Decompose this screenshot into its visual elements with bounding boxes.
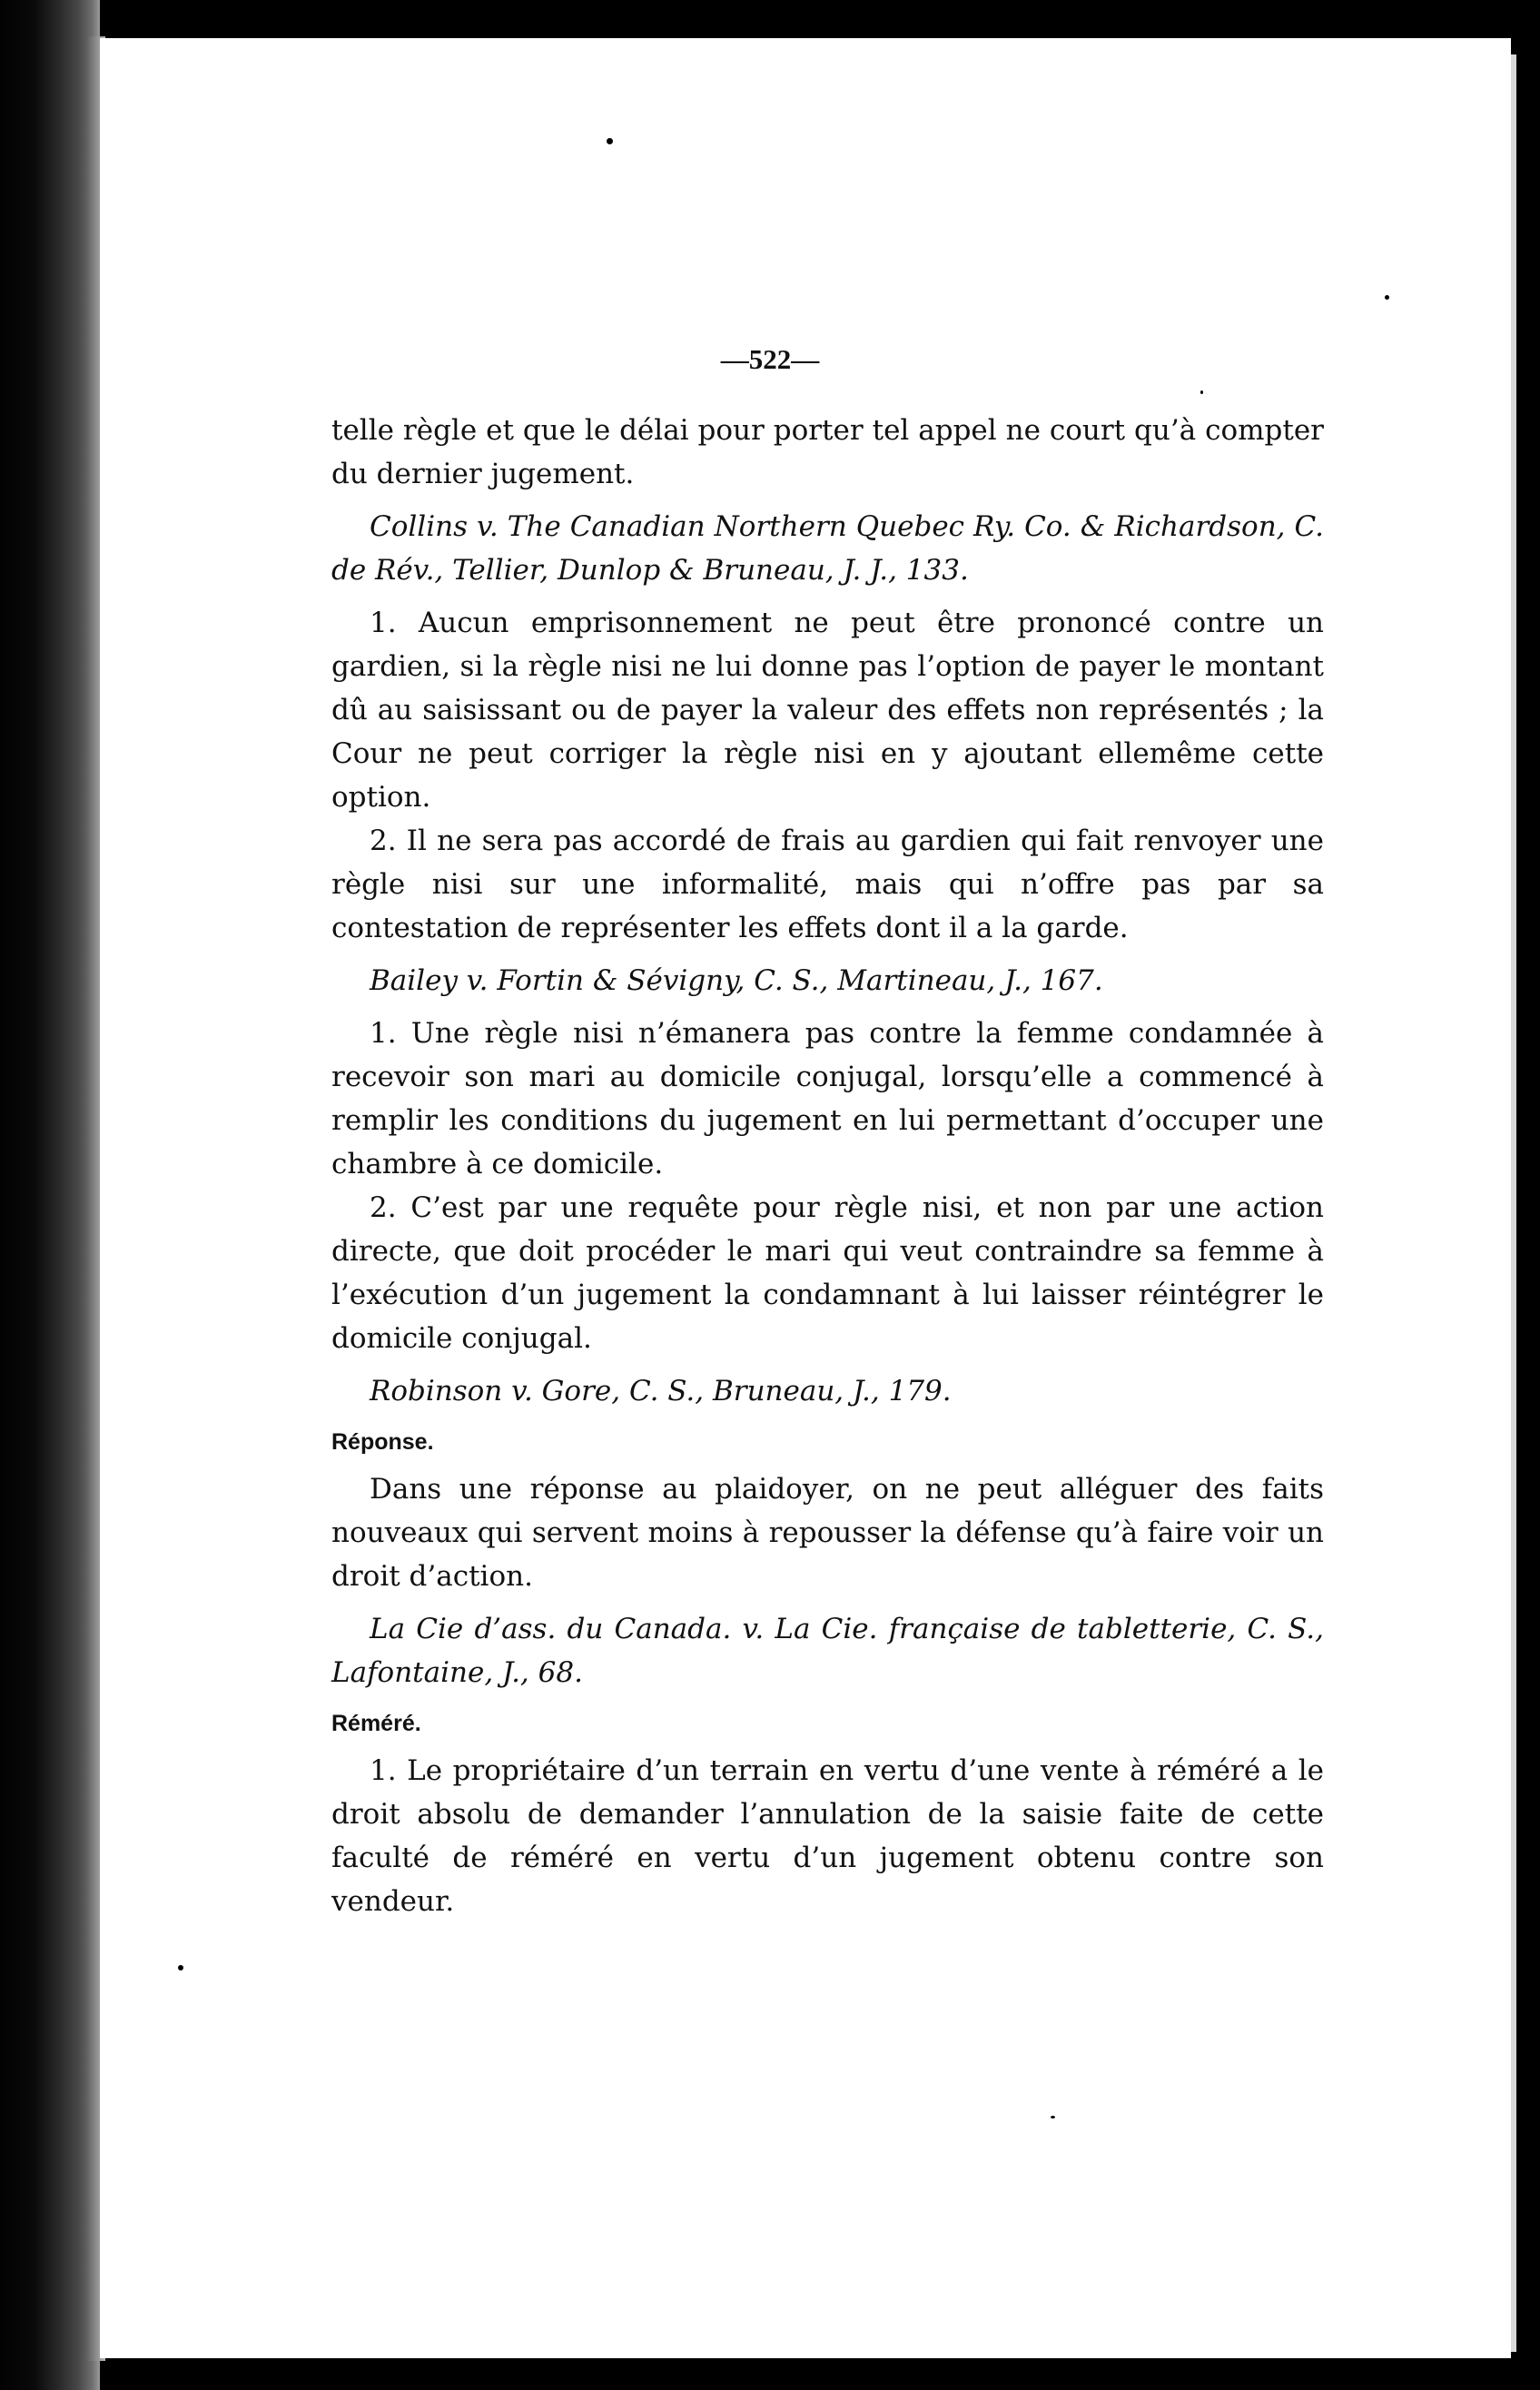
body-text — [331, 409, 1324, 1923]
scan-speck — [1385, 295, 1389, 300]
paragraph: telle règle et que le délai pour porter tel appel ne court qu’à compter du dernier jugement. — [331, 414, 1324, 490]
numbered-paragraph: 1. Aucun emprisonnement ne peut être prononcé contre un gardien, si la règle nisi ne lui donne pas l’option de payer le montant dû au saisissant ou de payer la valeur des effets non représentés ; la Cour ne peut corriger la règle nisi en y ajoutant ellemême cette option. — [331, 607, 1324, 814]
page-edge-strip — [1511, 54, 1516, 2352]
scan-speck — [1051, 2116, 1055, 2118]
scan-speck — [1200, 390, 1203, 394]
scan-speck — [178, 1965, 183, 1970]
page-number: —522— — [720, 343, 820, 375]
numbered-paragraph: 2. C’est par une requête pour règle nisi, et non par une action directe, que doit procéder le mari qui veut contraindre sa femme à l’exécution d’un jugement la condamnant à lui laisser réintégrer le domicile conjugal. — [331, 1191, 1324, 1355]
paragraph: Dans une réponse au plaidoyer, on ne peut alléguer des faits nouveaux qui servent moins à repousser la défense qu’à faire voir un droit d’action. — [331, 1473, 1324, 1593]
section-heading: Réponse. — [331, 1429, 434, 1455]
numbered-paragraph: 1. Une règle nisi n’émanera pas contre la femme condamnée à recevoir son mari au domicile conjugal, lorsqu’elle a commencé à remplir les conditions du jugement en lui permettant d’occuper une chambre à ce domicile. — [331, 1017, 1324, 1180]
scan-speck — [607, 138, 613, 144]
numbered-paragraph: 1. Le propriétaire d’un terrain en vertu d’une vente à réméré a le droit absolu de demander l’annulation de la saisie faite de cette faculté de réméré en vertu d’un jugement obtenu contre son vendeur. — [331, 1754, 1324, 1918]
case-citation: Robinson v. Gore, C. S., Bruneau, J., 179. — [370, 1375, 952, 1407]
case-citation: Bailey v. Fortin & Sévigny, C. S., Martineau, J., 167. — [370, 964, 1103, 997]
numbered-paragraph: 2. Il ne sera pas accordé de frais au gardien qui fait renvoyer une règle nisi sur une informalité, mais qui n’offre pas par sa contestation de représenter les effets dont il a la garde. — [331, 825, 1324, 944]
case-citation: Collins v. The Canadian Northern Quebec Ry. Co. & Richardson, C. de Rév., Tellier, Dunlop & Bruneau, J. J., 133. — [331, 510, 1324, 587]
section-heading: Réméré. — [331, 1711, 421, 1736]
case-citation: La Cie d’ass. du Canada. v. La Cie. française de tabletterie, C. S., Lafontaine, J., 68. — [331, 1613, 1324, 1689]
